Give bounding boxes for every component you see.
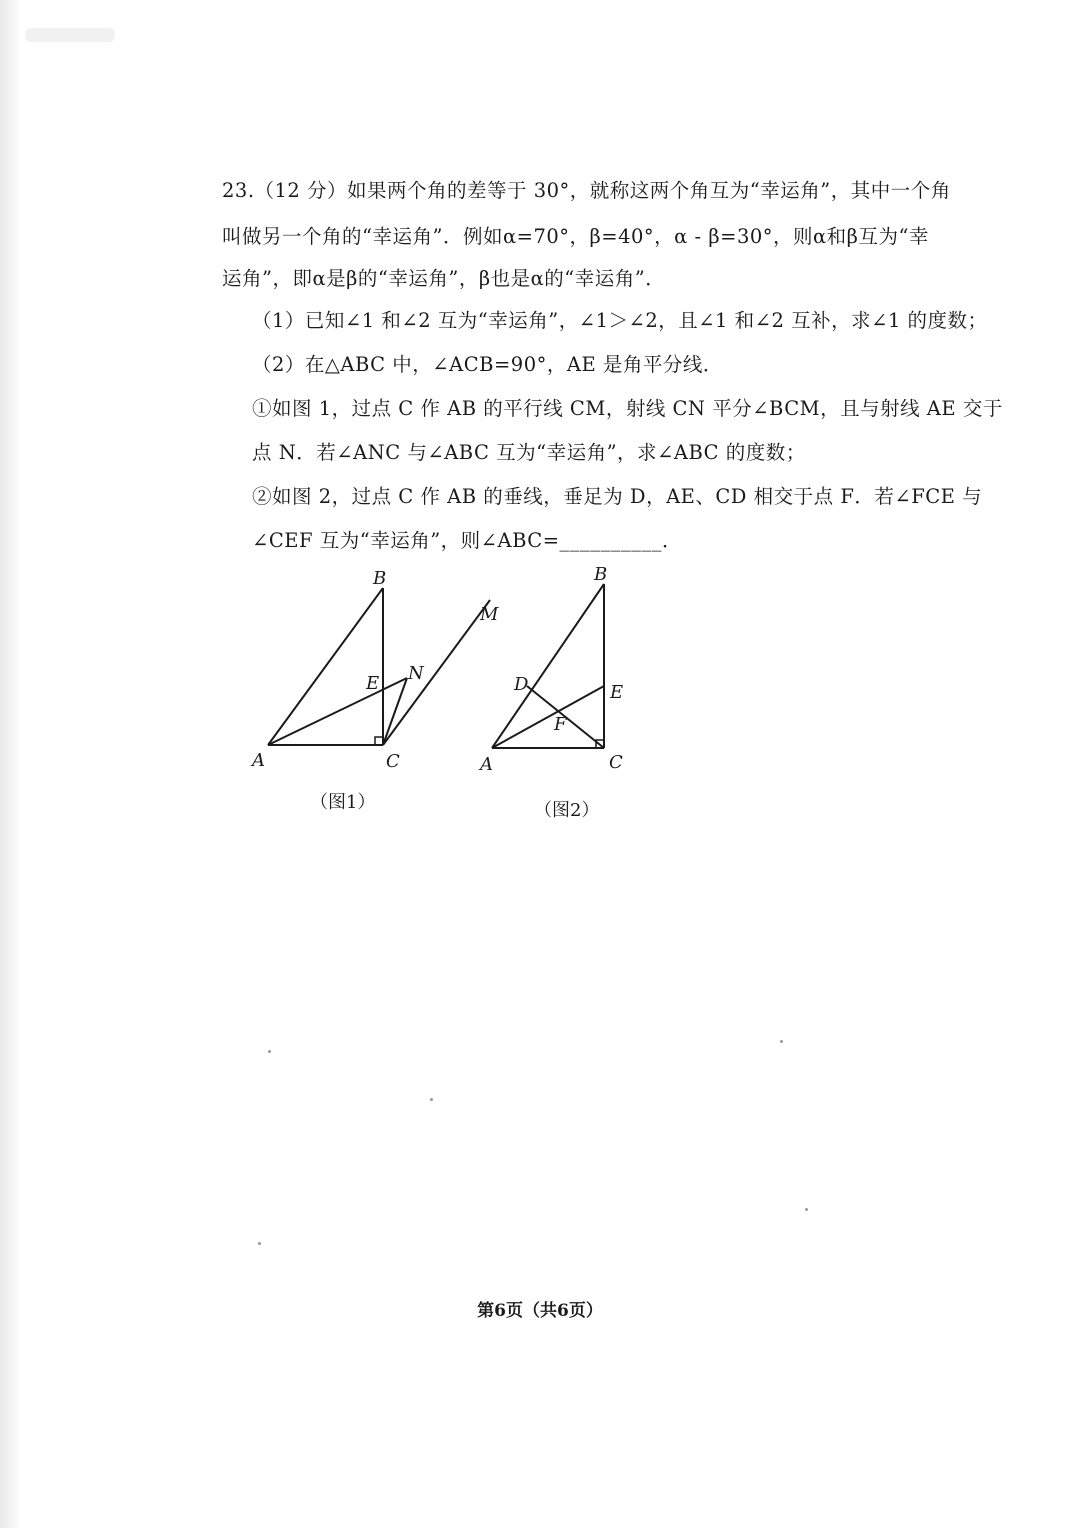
scan-speck (780, 1040, 783, 1043)
label-F: F (554, 714, 567, 735)
question-line-1: 23.（12 分）如果两个角的差等于 30°，就称这两个角互为“幸运角”，其中一个角 (222, 179, 951, 202)
figure-2-diagram (470, 560, 650, 790)
segment-AB (492, 584, 604, 748)
label-M: M (480, 604, 499, 625)
label-A: A (252, 750, 265, 771)
label-C: C (386, 751, 400, 772)
label-D: D (514, 674, 529, 695)
scan-speck (258, 1242, 261, 1245)
scan-speck (268, 1050, 271, 1053)
question-line-part1: （1）已知∠1 和∠2 互为“幸运角”，∠1＞∠2，且∠1 和∠2 互补，求∠1 的度数； (252, 309, 988, 332)
label-B: B (594, 564, 608, 585)
question-line-3: 运角”，即α是β的“幸运角”，β也是α的“幸运角”． (222, 267, 666, 290)
label-E: E (366, 673, 380, 694)
page-number: 第6页（共6页） (477, 1301, 603, 1321)
label-B: B (373, 568, 387, 589)
question-line-2: 叫做另一个角的“幸运角”．例如α=70°，β=40°，α - β=30°，则α和β互为“幸 (222, 225, 929, 248)
right-angle-mark (375, 737, 383, 745)
scan-speck (430, 1098, 433, 1101)
question-line-sub1b: 点 N．若∠ANC 与∠ABC 互为“幸运角”，求∠ABC 的度数； (252, 441, 806, 464)
scan-speck (805, 1208, 808, 1211)
question-line-sub2a: ②如图 2，过点 C 作 AB 的垂线，垂足为 D，AE、CD 相交于点 F．若∠FCE 与 (252, 485, 983, 508)
question-line-part2: （2）在△ABC 中，∠ACB=90°，AE 是角平分线． (252, 353, 723, 376)
figure-2-caption: （图2） (534, 800, 600, 821)
figure-2 (470, 560, 650, 790)
label-E: E (610, 682, 624, 703)
question-line-sub2b: ∠CEF 互为“幸运角”，则∠ABC=__________． (252, 529, 683, 552)
label-A: A (480, 754, 493, 775)
segment-AB (268, 588, 383, 745)
figure-1-caption: （图1） (310, 792, 376, 813)
label-C: C (609, 752, 623, 773)
segment-AE (492, 686, 604, 748)
scan-smudge (25, 28, 115, 42)
question-line-sub1a: ①如图 1，过点 C 作 AB 的平行线 CM，射线 CN 平分∠BCM，且与射线 AE 交于 (252, 397, 1003, 420)
label-N: N (408, 663, 424, 684)
